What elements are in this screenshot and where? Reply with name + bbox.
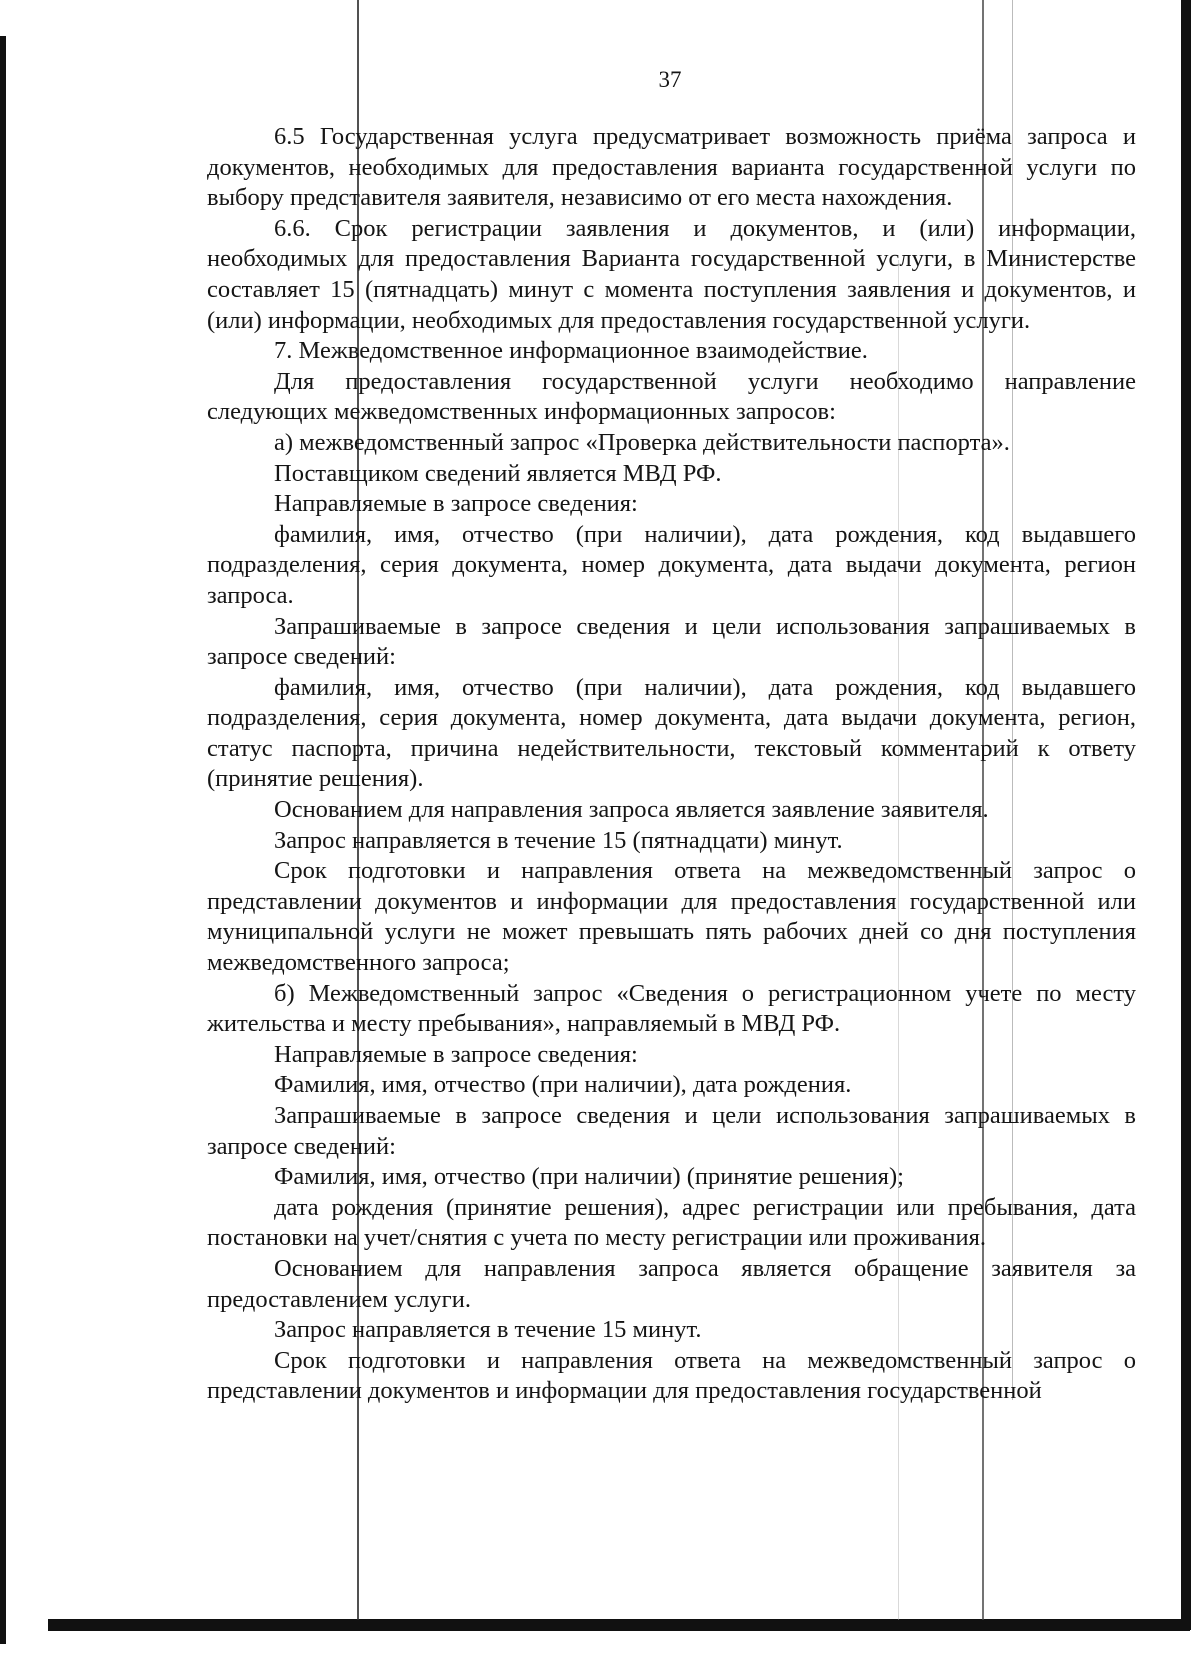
paragraph: фамилия, имя, отчество (при наличии), дата рождения, код выдавшего подразделения, серия документа, номер документа, дата выдачи документа, регион, статус паспорта, причина недействительности, текстовый комментарий к ответу (принятие решения). [207, 673, 1136, 793]
paragraph: Поставщиком сведений является МВД РФ. [274, 459, 722, 487]
scan-left-edge [0, 36, 6, 1644]
paragraph: Фамилия, имя, отчество (при наличии) (принятие решения); [274, 1163, 904, 1191]
paragraph: Запрос направляется в течение 15 (пятнадцати) минут. [274, 826, 843, 854]
paragraph: Запрашиваемые в запросе сведения и цели использования запрашиваемых в запросе сведений: [207, 612, 1136, 671]
paragraph: 7. Межведомственное информационное взаимодействие. [274, 337, 868, 365]
paragraph: 6.6. Срок регистрации заявления и документов, и (или) информации, необходимых для предоставления Варианта государственной услуги, в Министерстве составляет 15 (пятнадцать) минут с момента поступления заявления и документов, и (или) информации, необходимых для предоставления государственной услуги. [207, 214, 1136, 334]
paragraph: Запрашиваемые в запросе сведения и цели использования запрашиваемых в запросе сведений: [207, 1102, 1136, 1160]
paragraph: а) межведомственный запрос «Проверка действительности паспорта». [274, 428, 1010, 456]
paragraph: Фамилия, имя, отчество (при наличии), дата рождения. [274, 1071, 852, 1099]
paragraph: Направляемые в запросе сведения: [274, 490, 638, 518]
paragraph: Основанием для направления запроса является обращение заявителя за предоставлением услуги. [207, 1254, 1136, 1313]
paragraph: Направляемые в запросе сведения: [274, 1040, 638, 1068]
scan-right-edge [1181, 0, 1191, 1630]
document-body [207, 122, 1136, 1407]
paragraph: фамилия, имя, отчество (при наличии), дата рождения, код выдавшего подразделения, серия документа, номер документа, дата выдачи документа, регион запроса. [207, 520, 1136, 609]
paragraph: дата рождения (принятие решения), адрес регистрации или пребывания, дата постановки на учет/снятия с учета по месту регистрации или проживания. [207, 1193, 1136, 1252]
paragraph: 6.5 Государственная услуга предусматривает возможность приёма запроса и документов, необходимых для предоставления варианта государственной услуги по выбору представителя заявителя, независимо от его места нахождения. [207, 123, 1136, 212]
paragraph: б) Межведомственный запрос «Сведения о регистрационном учете по месту жительства и месту пребывания», направляемый в МВД РФ. [207, 979, 1136, 1038]
paragraph: Запрос направляется в течение 15 минут. [274, 1316, 702, 1344]
paragraph: Срок подготовки и направления ответа на межведомственный запрос о представлении документов и информации для предоставления государственной [207, 1346, 1136, 1405]
scan-bottom-edge [48, 1619, 1190, 1631]
paragraph: Для предоставления государственной услуги необходимо направление следующих межведомственных информационных запросов: [207, 367, 1136, 426]
page-number: 37 [658, 67, 682, 92]
paragraph: Основанием для направления запроса является заявление заявителя. [274, 796, 989, 824]
paragraph: Срок подготовки и направления ответа на межведомственный запрос о представлении документов и информации для предоставления государственной или муниципальной услуги не может превышать пять рабочих дней со дня поступления межведомственного запроса; [207, 857, 1136, 977]
